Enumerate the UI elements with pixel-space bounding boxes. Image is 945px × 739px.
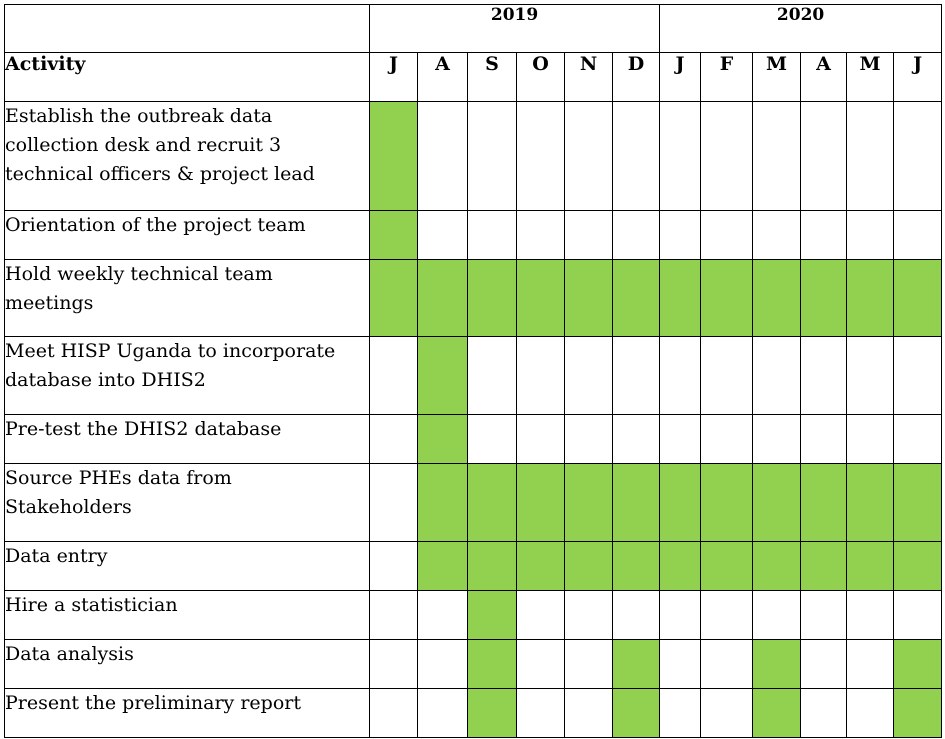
activity-name: Pre-test the DHIS2 database bbox=[5, 415, 370, 464]
empty-month-cell bbox=[565, 337, 613, 415]
empty-month-cell bbox=[565, 415, 613, 464]
empty-month-cell bbox=[894, 102, 942, 211]
empty-month-cell bbox=[894, 591, 942, 640]
scheduled-month-cell bbox=[660, 260, 701, 337]
month-header-cell: M bbox=[753, 53, 801, 102]
empty-month-cell bbox=[847, 102, 894, 211]
scheduled-month-cell bbox=[517, 464, 565, 542]
scheduled-month-cell bbox=[753, 689, 801, 738]
empty-month-cell bbox=[894, 211, 942, 260]
scheduled-month-cell bbox=[660, 542, 701, 591]
scheduled-month-cell bbox=[753, 464, 801, 542]
year-header-row bbox=[5, 5, 942, 53]
scheduled-month-cell bbox=[418, 464, 468, 542]
month-header-cell: D bbox=[613, 53, 660, 102]
empty-month-cell bbox=[613, 102, 660, 211]
scheduled-month-cell bbox=[468, 464, 517, 542]
empty-month-cell bbox=[801, 102, 847, 211]
activity-name: Meet HISP Uganda to incorporate database into DHIS2 bbox=[5, 337, 370, 415]
scheduled-month-cell bbox=[517, 542, 565, 591]
empty-month-cell bbox=[418, 211, 468, 260]
scheduled-month-cell bbox=[701, 542, 753, 591]
empty-month-cell bbox=[517, 415, 565, 464]
empty-month-cell bbox=[613, 415, 660, 464]
activity-rows bbox=[5, 102, 942, 738]
scheduled-month-cell bbox=[370, 211, 418, 260]
scheduled-month-cell bbox=[847, 542, 894, 591]
empty-month-cell bbox=[701, 591, 753, 640]
activity-name: Establish the outbreak data collection desk and recruit 3 technical officers & project lead bbox=[5, 102, 370, 211]
month-header-cell: M bbox=[847, 53, 894, 102]
scheduled-month-cell bbox=[613, 542, 660, 591]
empty-month-cell bbox=[660, 102, 701, 211]
scheduled-month-cell bbox=[418, 542, 468, 591]
empty-month-cell bbox=[517, 337, 565, 415]
empty-month-cell bbox=[753, 591, 801, 640]
empty-month-cell bbox=[701, 337, 753, 415]
empty-month-cell bbox=[701, 211, 753, 260]
month-header-cell: F bbox=[701, 53, 753, 102]
scheduled-month-cell bbox=[801, 464, 847, 542]
empty-month-cell bbox=[418, 591, 468, 640]
scheduled-month-cell bbox=[418, 260, 468, 337]
empty-month-cell bbox=[565, 640, 613, 689]
empty-month-cell bbox=[701, 689, 753, 738]
month-header-cell: A bbox=[801, 53, 847, 102]
activity-name: Orientation of the project team bbox=[5, 211, 370, 260]
month-header-cell: A bbox=[418, 53, 468, 102]
empty-month-cell bbox=[660, 415, 701, 464]
month-header-cell: J bbox=[894, 53, 942, 102]
scheduled-month-cell bbox=[517, 260, 565, 337]
activity-name: Present the preliminary report bbox=[5, 689, 370, 738]
scheduled-month-cell bbox=[418, 415, 468, 464]
empty-month-cell bbox=[565, 211, 613, 260]
empty-month-cell bbox=[370, 591, 418, 640]
scheduled-month-cell bbox=[565, 464, 613, 542]
empty-month-cell bbox=[565, 591, 613, 640]
empty-month-cell bbox=[701, 415, 753, 464]
scheduled-month-cell bbox=[753, 260, 801, 337]
empty-month-cell bbox=[660, 591, 701, 640]
scheduled-month-cell bbox=[468, 640, 517, 689]
empty-month-cell bbox=[847, 640, 894, 689]
activity-row bbox=[5, 211, 942, 260]
activity-row bbox=[5, 591, 942, 640]
year-header-2019: 2019 bbox=[370, 5, 660, 53]
empty-month-cell bbox=[701, 102, 753, 211]
empty-month-cell bbox=[370, 464, 418, 542]
empty-month-cell bbox=[370, 640, 418, 689]
month-header-cell: J bbox=[660, 53, 701, 102]
scheduled-month-cell bbox=[613, 689, 660, 738]
scheduled-month-cell bbox=[753, 542, 801, 591]
empty-month-cell bbox=[753, 415, 801, 464]
scheduled-month-cell bbox=[801, 542, 847, 591]
scheduled-month-cell bbox=[468, 689, 517, 738]
empty-month-cell bbox=[753, 337, 801, 415]
empty-month-cell bbox=[517, 591, 565, 640]
activity-row bbox=[5, 102, 942, 211]
scheduled-month-cell bbox=[565, 260, 613, 337]
scheduled-month-cell bbox=[468, 260, 517, 337]
empty-month-cell bbox=[660, 337, 701, 415]
month-header-cell: N bbox=[565, 53, 613, 102]
empty-month-cell bbox=[660, 211, 701, 260]
scheduled-month-cell bbox=[847, 260, 894, 337]
scheduled-month-cell bbox=[468, 542, 517, 591]
empty-month-cell bbox=[468, 415, 517, 464]
empty-month-cell bbox=[468, 102, 517, 211]
empty-month-cell bbox=[418, 640, 468, 689]
empty-month-cell bbox=[801, 211, 847, 260]
month-header-row bbox=[5, 53, 942, 102]
empty-month-cell bbox=[517, 689, 565, 738]
empty-month-cell bbox=[418, 689, 468, 738]
activity-row bbox=[5, 689, 942, 738]
empty-month-cell bbox=[801, 689, 847, 738]
scheduled-month-cell bbox=[613, 640, 660, 689]
scheduled-month-cell bbox=[701, 260, 753, 337]
empty-month-cell bbox=[613, 591, 660, 640]
activity-row bbox=[5, 640, 942, 689]
empty-month-cell bbox=[565, 102, 613, 211]
scheduled-month-cell bbox=[370, 102, 418, 211]
empty-month-cell bbox=[370, 415, 418, 464]
scheduled-month-cell bbox=[565, 542, 613, 591]
scheduled-month-cell bbox=[613, 464, 660, 542]
scheduled-month-cell bbox=[701, 464, 753, 542]
empty-month-cell bbox=[847, 211, 894, 260]
scheduled-month-cell bbox=[370, 260, 418, 337]
month-header-cell: O bbox=[517, 53, 565, 102]
activity-timeline-table bbox=[4, 4, 942, 738]
empty-month-cell bbox=[701, 640, 753, 689]
month-header-cell: J bbox=[370, 53, 418, 102]
activity-row bbox=[5, 260, 942, 337]
empty-month-cell bbox=[468, 337, 517, 415]
activity-column-header: Activity bbox=[5, 53, 370, 102]
empty-month-cell bbox=[418, 102, 468, 211]
activity-row bbox=[5, 337, 942, 415]
empty-month-cell bbox=[801, 337, 847, 415]
activity-row bbox=[5, 415, 942, 464]
empty-month-cell bbox=[613, 211, 660, 260]
empty-month-cell bbox=[753, 211, 801, 260]
empty-month-cell bbox=[370, 689, 418, 738]
empty-month-cell bbox=[565, 689, 613, 738]
empty-month-cell bbox=[847, 337, 894, 415]
activity-name: Hold weekly technical team meetings bbox=[5, 260, 370, 337]
year-header-2020: 2020 bbox=[660, 5, 942, 53]
activity-row bbox=[5, 542, 942, 591]
scheduled-month-cell bbox=[894, 260, 942, 337]
scheduled-month-cell bbox=[418, 337, 468, 415]
empty-month-cell bbox=[894, 337, 942, 415]
empty-month-cell bbox=[847, 415, 894, 464]
scheduled-month-cell bbox=[894, 640, 942, 689]
activity-name: Data entry bbox=[5, 542, 370, 591]
empty-month-cell bbox=[753, 102, 801, 211]
activity-name: Source PHEs data from Stakeholders bbox=[5, 464, 370, 542]
empty-month-cell bbox=[660, 689, 701, 738]
scheduled-month-cell bbox=[801, 260, 847, 337]
empty-month-cell bbox=[801, 591, 847, 640]
empty-month-cell bbox=[847, 689, 894, 738]
scheduled-month-cell bbox=[847, 464, 894, 542]
header-blank-cell bbox=[5, 5, 370, 53]
empty-month-cell bbox=[660, 640, 701, 689]
scheduled-month-cell bbox=[894, 542, 942, 591]
scheduled-month-cell bbox=[894, 689, 942, 738]
empty-month-cell bbox=[847, 591, 894, 640]
empty-month-cell bbox=[468, 211, 517, 260]
empty-month-cell bbox=[517, 211, 565, 260]
month-header-cell: S bbox=[468, 53, 517, 102]
activity-name: Data analysis bbox=[5, 640, 370, 689]
empty-month-cell bbox=[517, 640, 565, 689]
scheduled-month-cell bbox=[894, 464, 942, 542]
activity-name: Hire a statistician bbox=[5, 591, 370, 640]
empty-month-cell bbox=[370, 542, 418, 591]
empty-month-cell bbox=[613, 337, 660, 415]
empty-month-cell bbox=[801, 415, 847, 464]
scheduled-month-cell bbox=[753, 640, 801, 689]
empty-month-cell bbox=[517, 102, 565, 211]
empty-month-cell bbox=[894, 415, 942, 464]
empty-month-cell bbox=[801, 640, 847, 689]
scheduled-month-cell bbox=[660, 464, 701, 542]
activity-row bbox=[5, 464, 942, 542]
scheduled-month-cell bbox=[468, 591, 517, 640]
scheduled-month-cell bbox=[613, 260, 660, 337]
empty-month-cell bbox=[370, 337, 418, 415]
